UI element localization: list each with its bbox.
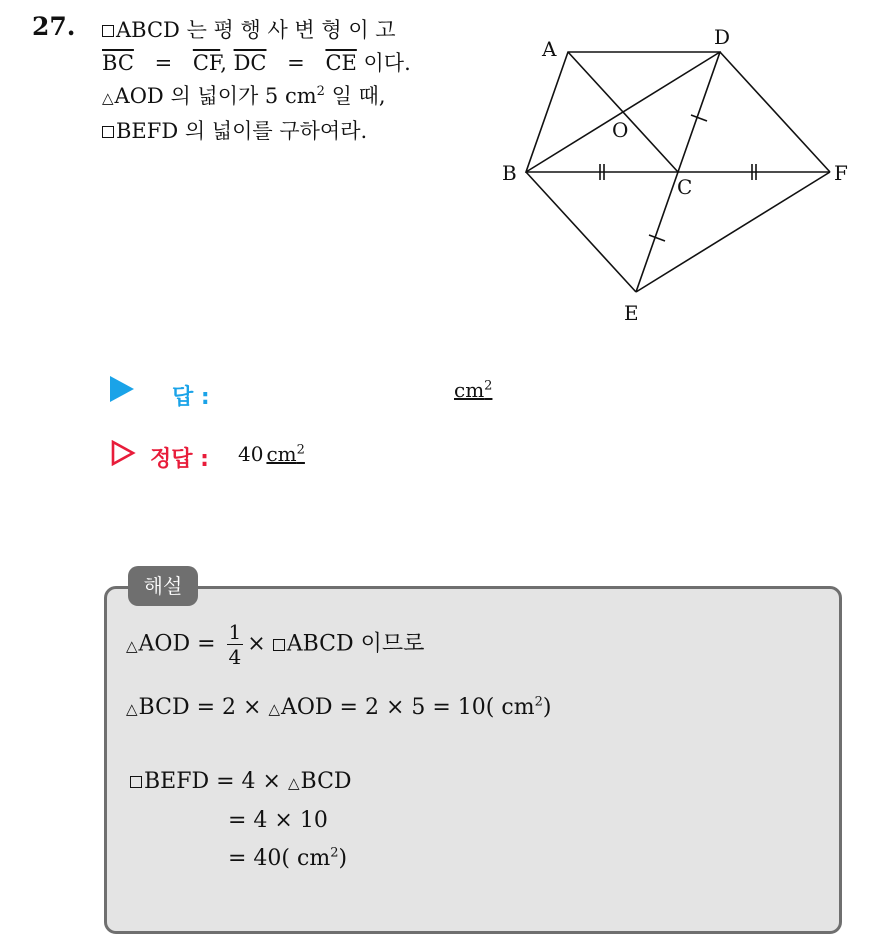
triangle-symbol: △ [126,636,138,655]
point-label-o: O [612,118,629,142]
tick-dc [691,115,707,121]
problem-statement [102,14,474,148]
problem-line-3: △AOD 의 넓이가 5 $cm^2$ 일 때, [102,84,386,108]
segment-ce-line [636,172,678,292]
fraction-one-quarter: $\frac{1}{4}$ [228,620,242,669]
point-label-c: C [677,175,693,199]
solution-line-5: = 40( $cm^2$) [228,845,348,871]
segment-ef-line [636,172,830,292]
parallelogram-symbol [273,639,285,651]
triangle-symbol: △ [126,700,138,718]
parallelogram-symbol [102,25,114,37]
problem-line-4: BEFD 의 넓이를 구하여라. [102,115,474,148]
point-label-f: F [834,161,848,185]
problem-line-2: $\overline{BC} = \overline{CF}$, $\overline{DC} = \overline{CE}$ 이다. [102,51,411,75]
triangle-symbol: △ [102,89,114,107]
solution-line-1: △AOD = $\frac{1}{4}$ × ABCD 이므로 [126,620,425,669]
point-label-a: A [542,37,557,61]
answer-label: 답 : [172,385,210,410]
correct-answer-value: 40 $cm^2$ [238,442,305,466]
solution-line-3: BEFD = 4 × △BCD [130,769,352,794]
outline-arrow-icon [110,440,136,466]
point-label-b: B [502,161,517,185]
segment-df-line [720,52,830,172]
answer-input-row [110,376,493,410]
problem-line-1: ABCD 는 평 행 사 변 형 이 고 [102,14,474,47]
point-label-d: D [714,25,731,49]
segment-be-line [526,172,636,292]
triangle-symbol: △ [287,774,300,792]
correct-answer-row [110,440,305,472]
segment-cf: $\overline{CF}$ [192,51,221,75]
solution-line-2: △BCD = 2 × △AOD = 2 × 5 = 10( $cm^2$) [126,694,552,720]
play-arrow-icon [110,376,134,402]
diagonal-bd [526,52,720,172]
segment-ce: $\overline{CE}$ [325,51,357,75]
triangle-symbol: △ [268,700,280,718]
solution-line-4: = 4 × 10 [228,808,328,833]
point-label-e: E [624,301,639,325]
segment-dc: $\overline{DC}$ [233,51,267,75]
problem-number: 27. [32,12,76,41]
parallelogram-symbol [102,126,114,138]
answer-unit: $cm^2$ [454,378,493,402]
solution-tag: 해설 [128,566,198,606]
tick-ce [649,235,665,241]
parallelogram-symbol [130,776,142,788]
segment-bc: $\overline{BC}$ [102,51,134,75]
geometry-figure [480,10,860,330]
correct-answer-label: 정답 : [150,447,209,472]
figure-lines [526,52,830,292]
